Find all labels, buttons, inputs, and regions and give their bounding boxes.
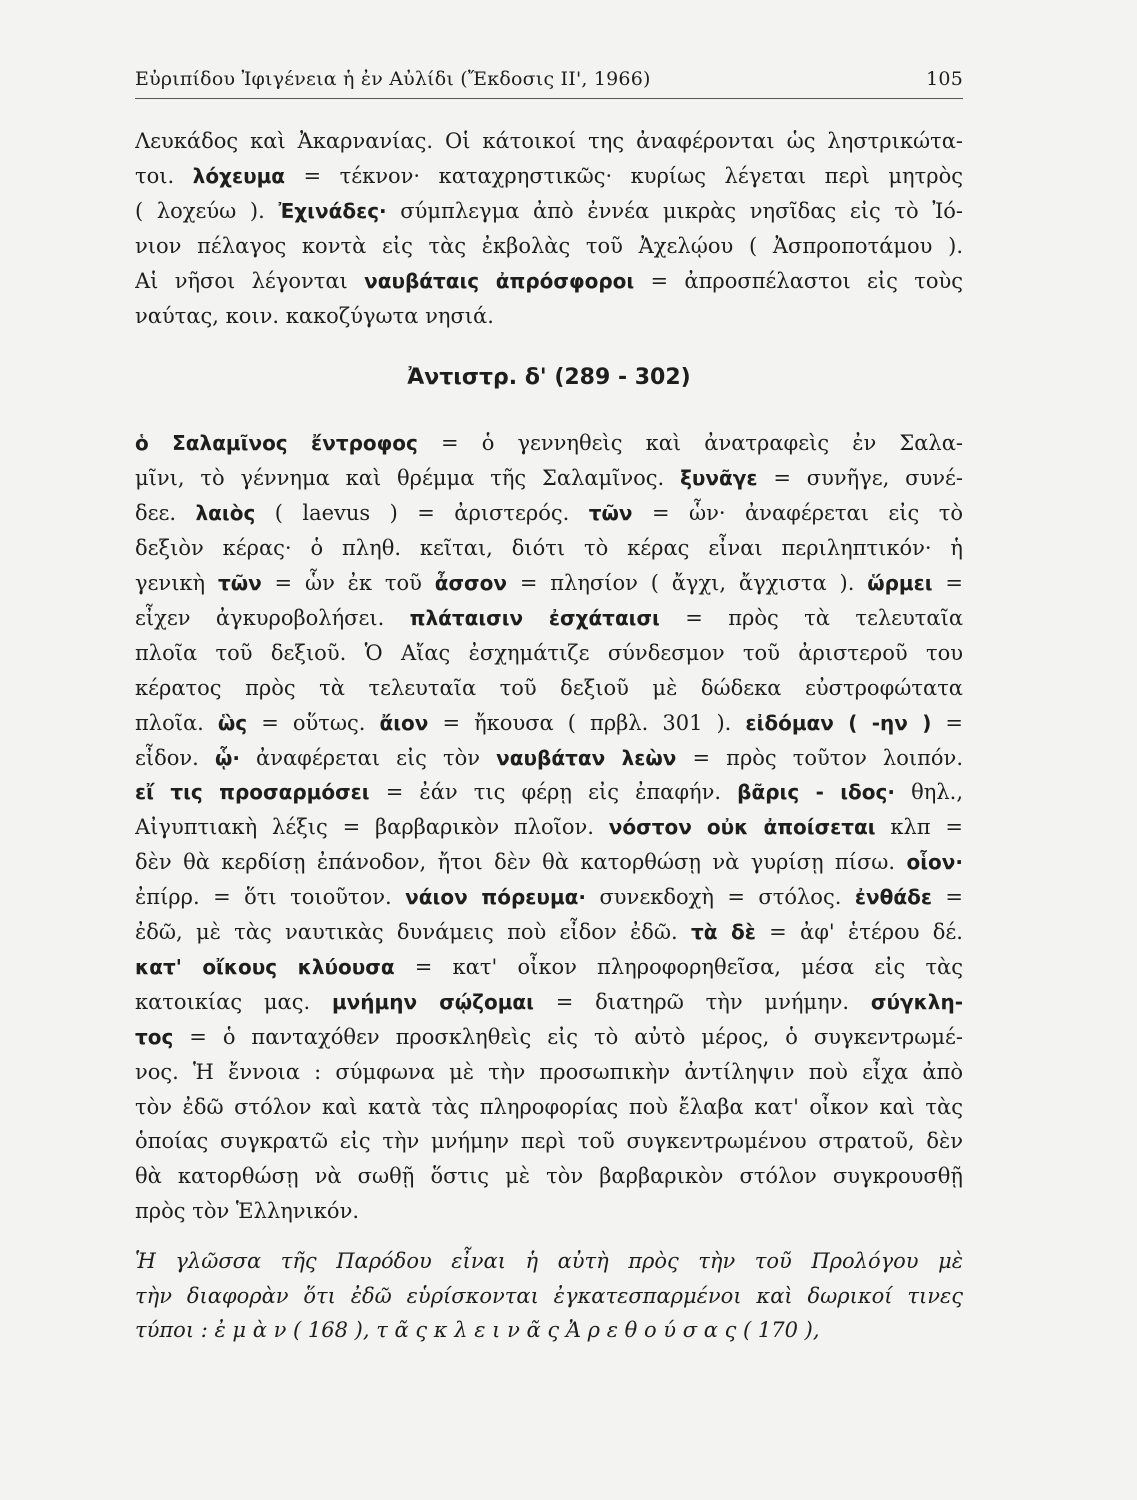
lemma-term: ὥρμει xyxy=(867,570,933,595)
lemma-term: ἄιον xyxy=(379,710,429,735)
text-line xyxy=(135,706,963,741)
gloss-text: δὲν θὰ κερδίσῃ ἐπάνοδον, ἤτοι δὲν θὰ κατορθώσῃ νὰ γυρίσῃ πίσω. xyxy=(135,850,907,875)
paragraph-1 xyxy=(135,124,963,333)
text-line xyxy=(135,1159,963,1194)
lemma-term: τὰ δὲ xyxy=(690,920,756,945)
text-line xyxy=(135,950,963,985)
gloss-text: σύμπλεγμα ἀπὸ ἐννέα μικρὰς νησῖδας εἰς τὸ Ἰό- xyxy=(386,198,963,223)
gloss-text: κατοικίας μας. xyxy=(135,989,332,1014)
text-line xyxy=(135,810,963,845)
text-line xyxy=(135,915,963,950)
text-line xyxy=(135,1090,963,1125)
gloss-text: = xyxy=(931,710,963,735)
gloss-text: = ἐάν τις φέρῃ εἰς ἐπαφήν. xyxy=(369,780,738,805)
text-line xyxy=(135,229,963,264)
gloss-text: Αἰγυπτιακὴ λέξις = βαρβαρικὸν πλοῖον. xyxy=(135,815,609,840)
gloss-text: = πρὸς τὰ τελευταῖα xyxy=(659,605,963,630)
gloss-text: = xyxy=(931,885,963,910)
text-line xyxy=(135,601,963,636)
text-line xyxy=(135,531,963,566)
text-line xyxy=(135,1194,963,1229)
gloss-text: = ὁ γεννηθεὶς καὶ ἀνατραφεὶς ἐν Σαλα- xyxy=(417,431,963,456)
lemma-term: Ἐχινάδες· xyxy=(278,198,387,223)
gloss-text: ἀναφέρεται εἰς τὸν xyxy=(239,745,497,770)
gloss-text: = ὧν ἐκ τοῦ xyxy=(261,570,435,595)
lemma-term: τος xyxy=(135,1024,174,1049)
lemma-term: ὣς xyxy=(217,710,248,735)
page-number: 105 xyxy=(926,68,963,90)
text-line xyxy=(135,566,963,601)
gloss-text: = οὕτως. xyxy=(247,710,380,735)
running-header xyxy=(135,62,963,99)
gloss-text: θηλ., xyxy=(895,780,963,805)
lemma-term: νάιον πόρευμα· xyxy=(405,885,586,910)
lemma-term: ἐνθάδε xyxy=(854,885,932,910)
gloss-text: = πλησίον ( ἄγχι, ἄγχιστα ). xyxy=(507,570,868,595)
lemma-term: εἰδόμαν ( -ην ) xyxy=(745,710,932,735)
lemma-term: λαιὸς xyxy=(195,501,256,526)
lemma-term: βᾶρις - ιδος· xyxy=(737,780,895,805)
gloss-text: = κατ' οἶκον πληροφορηθεῖσα, μέσα εἰς τὰς xyxy=(394,954,963,979)
gloss-text: πλοῖα. xyxy=(135,710,218,735)
lemma-term: τῶν xyxy=(217,570,262,595)
section-heading: Ἀντιστρ. δ' (289 - 302) xyxy=(407,365,691,391)
gloss-text: = xyxy=(932,570,963,595)
paragraph-3 xyxy=(135,1244,963,1348)
commentary-body xyxy=(135,124,963,1229)
gloss-text: εἶχεν ἀγκυροβολήσει. xyxy=(135,605,410,630)
text-line xyxy=(135,636,963,671)
text-line xyxy=(135,299,963,334)
lemma-term: ᾧ· xyxy=(214,745,240,770)
gloss-text: = τέκνον· καταχρηστικῶς· κυρίως λέγεται περὶ μητρὸς xyxy=(285,163,963,188)
gloss-text: Αἱ νῆσοι λέγονται xyxy=(135,268,365,293)
text-line xyxy=(135,775,963,810)
lemma-term: ἆσσον xyxy=(434,570,507,595)
lemma-term: τῶν xyxy=(588,501,633,526)
gloss-text: = συνῆγε, συνέ- xyxy=(757,466,963,491)
text-line xyxy=(135,159,963,194)
lemma-term: σύγκλη- xyxy=(870,989,963,1014)
text-line xyxy=(135,741,963,776)
gloss-text: = ὧν· ἀναφέρεται εἰς τὸ xyxy=(632,501,963,526)
gloss-text: νιον πέλαγος κοντὰ εἰς τὰς ἐκβολὰς τοῦ Ἀχελῴου ( Ἀσπροποτάμου ). xyxy=(135,233,963,258)
gloss-text: δεε. xyxy=(135,501,196,526)
lemma-term: νόστον οὐκ ἀποίσεται xyxy=(608,815,876,840)
text-line xyxy=(135,1020,963,1055)
lemma-term: ναυβάταν λεὼν xyxy=(496,745,677,770)
running-title: Εὐριπίδου Ἰφιγένεια ἡ ἐν Αὐλίδι (Ἔκδοσις ΙΙ', 1966) xyxy=(135,68,651,90)
gloss-text: = ἤκουσα ( πρβλ. 301 ). xyxy=(428,710,746,735)
gloss-text: μῖνι, τὸ γέννημα καὶ θρέμμα τῆς Σαλαμῖνος. xyxy=(135,466,681,491)
gloss-text: ἐδῶ, μὲ τὰς ναυτικὰς δυνάμεις ποὺ εἶδον ἐδῶ. xyxy=(135,920,691,945)
lemma-term: ξυνᾶγε xyxy=(680,466,758,491)
lemma-term: μνήμην σῴζομαι xyxy=(331,989,534,1014)
lemma-term: ναυβάταις ἀπρόσφοροι xyxy=(364,268,635,293)
text-line xyxy=(135,985,963,1020)
text-line xyxy=(135,194,963,229)
lemma-term: ὁ Σαλαμῖνος ἔντροφος xyxy=(135,431,418,456)
gloss-text: νος. Ἡ ἔννοια : σύμφωνα μὲ τὴν προσωπικὴν ἀντίληψιν ποὺ εἶχα ἀπὸ xyxy=(135,1059,963,1084)
gloss-text: κέρατος πρὸς τὰ τελευταῖα τοῦ δεξιοῦ μὲ δώδεκα εὐστροφώτατα xyxy=(135,675,963,700)
lemma-term: πλάταισιν ἐσχάταισι xyxy=(409,605,660,630)
text-line xyxy=(135,880,963,915)
paragraph-2 xyxy=(135,426,963,1229)
gloss-text: = διατηρῶ τὴν μνήμην. xyxy=(533,989,871,1014)
gloss-text: τὸν ἐδῶ στόλον καὶ κατὰ τὰς πληροφορίας ποὺ ἔλαβα κατ' οἶκον καὶ τὰς xyxy=(135,1094,963,1119)
lemma-term: οἷον· xyxy=(906,850,963,875)
gloss-text: γενικὴ xyxy=(135,570,218,595)
gloss-text: κλπ = xyxy=(875,815,963,840)
gloss-text: τοι. xyxy=(135,163,193,188)
lemma-term: εἴ τις προσαρμόσει xyxy=(135,780,370,805)
text-line xyxy=(135,1055,963,1090)
text-line: τύποι : ἐ μ ὰ ν ( 168 ), τ ᾶ ς κ λ ε ι ν ᾶ ς Ἀ ρ ε θ ο ύ σ α ς ( 170 ), xyxy=(135,1318,820,1342)
text-line xyxy=(135,496,963,531)
gloss-text: = ἀφ' ἑτέρου δέ. xyxy=(755,920,963,945)
gloss-text: πλοῖα τοῦ δεξιοῦ. Ὁ Αἴας ἐσχημάτιζε σύνδεσμον τοῦ ἀριστεροῦ του xyxy=(135,640,963,665)
gloss-text: ναύτας, κοιν. κακοζύγωτα νησιά. xyxy=(135,303,494,328)
text-line xyxy=(135,461,963,496)
text-line xyxy=(135,845,963,880)
gloss-text: = πρὸς τοῦτον λοιπόν. xyxy=(676,745,963,770)
gloss-text: = ἀπροσπέλαστοι εἰς τοὺς xyxy=(634,268,963,293)
gloss-text: ὁποίας συγκρατῶ εἰς τὴν μνήμην περὶ τοῦ συγκεντρωμένου στρατοῦ, δὲν xyxy=(135,1129,963,1154)
gloss-text: δεξιὸν κέρας· ὁ πληθ. κεῖται, διότι τὸ κέρας εἶναι περιληπτικόν· ἡ xyxy=(135,536,963,561)
gloss-text: πρὸς τὸν Ἑλληνικόν. xyxy=(135,1199,360,1224)
gloss-text: συνεκδοχὴ = στόλος. xyxy=(586,885,855,910)
text-line xyxy=(135,264,963,299)
gloss-text: ( laevus ) = ἀριστερός. xyxy=(255,501,589,526)
text-line: Ἡ γλῶσσα τῆς Παρόδου εἶναι ἡ αὐτὴ πρὸς τὴν τοῦ Προλόγου μὲ xyxy=(135,1249,963,1273)
text-line xyxy=(135,671,963,706)
gloss-text: ( λοχεύω ). xyxy=(135,198,279,223)
text-line xyxy=(135,426,963,461)
lemma-term: κατ' οἴκους κλύουσα xyxy=(135,954,395,979)
gloss-text: θὰ κατορθώσῃ νὰ σωθῇ ὅστις μὲ τὸν βαρβαρικὸν στόλον συγκρουσθῇ xyxy=(135,1164,963,1189)
gloss-text: ἐπίρρ. = ὅτι τοιοῦτον. xyxy=(135,885,406,910)
text-line: τὴν διαφορὰν ὅτι ἐδῶ εὑρίσκονται ἐγκατεσπαρμένοι καὶ δωρικοί τινες xyxy=(135,1283,963,1308)
text-line xyxy=(135,124,963,159)
lemma-term: λόχευμα xyxy=(192,163,286,188)
gloss-text: = ὁ πανταχόθεν προσκληθεὶς εἰς τὸ αὐτὸ μέρος, ὁ συγκεντρωμέ- xyxy=(173,1024,963,1049)
text-line xyxy=(135,1124,963,1159)
gloss-text: Λευκάδος καὶ Ἀκαρνανίας. Οἱ κάτοικοί της ἀναφέρονται ὡς ληστρικώτα- xyxy=(135,129,963,153)
gloss-text: εἶδον. xyxy=(135,745,215,770)
